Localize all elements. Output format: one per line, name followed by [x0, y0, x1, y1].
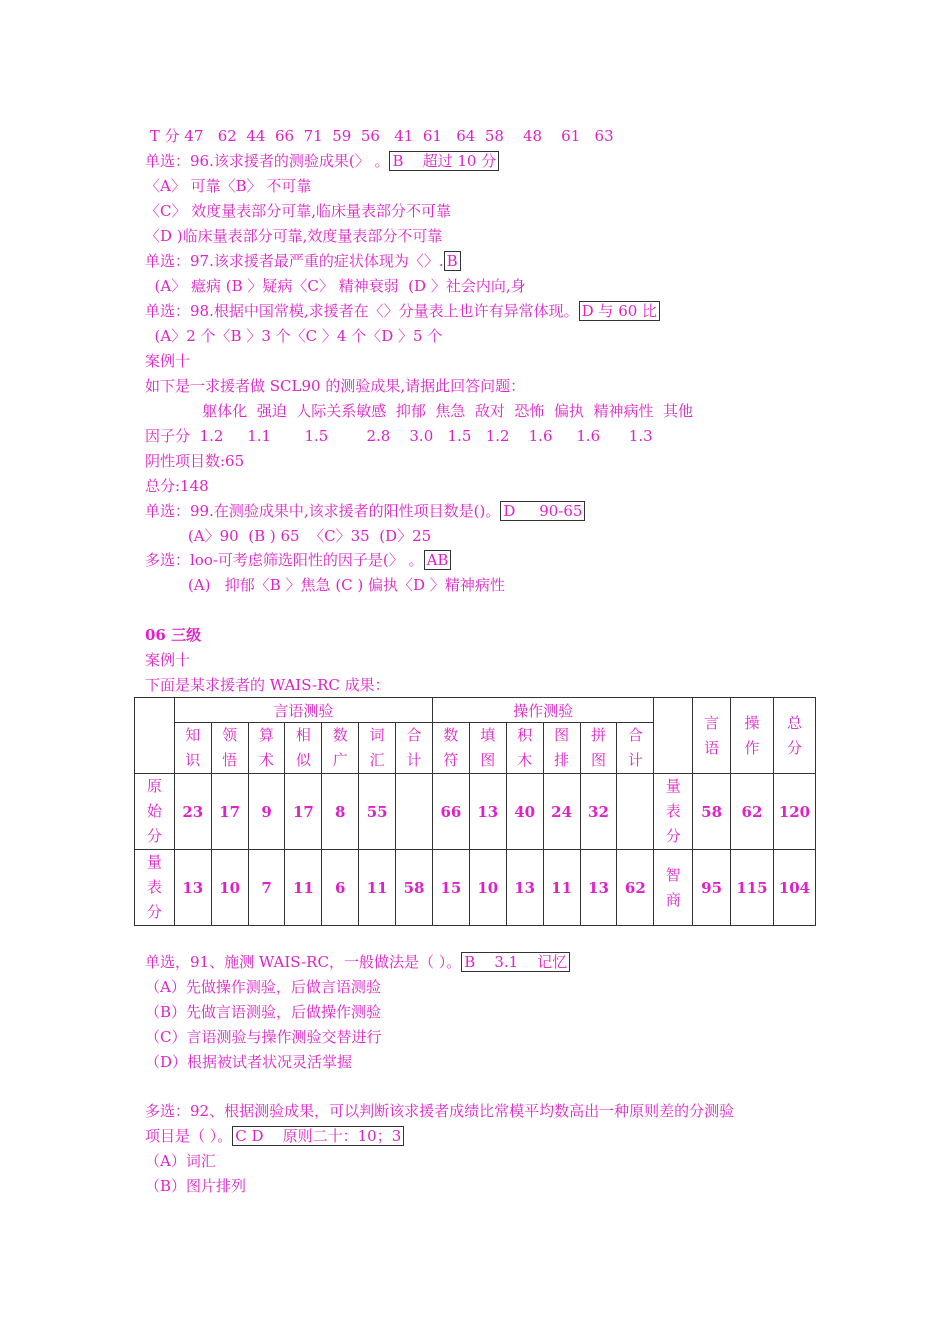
raw-score-cell: 40: [506, 774, 543, 850]
option-line: （B）先做言语测验，后做操作测验: [145, 1003, 382, 1021]
raw-score-cell: 13: [469, 774, 506, 850]
raw-score-cell: 32: [580, 774, 617, 850]
answer-box: D 90-65: [500, 501, 585, 521]
row-label-raw: 原 始 分: [135, 774, 175, 850]
verbal-col-header: 领 悟: [211, 723, 248, 774]
summary-cell: 120: [773, 774, 815, 850]
scaled-score-cell: 10: [469, 850, 506, 926]
perf-col-header: 图 排: [543, 723, 580, 774]
question-99: [145, 501, 585, 521]
perf-col-header: 合 计: [617, 723, 654, 774]
perf-col-header: 拼 图: [580, 723, 617, 774]
answer-box: B 超过 10 分: [389, 151, 499, 171]
summary-row-label: 量 表 分: [654, 774, 693, 850]
scaled-score-cell: 10: [211, 850, 248, 926]
option-line: （A）先做操作测验，后做言语测验: [145, 978, 381, 996]
scl-intro: 如下是一求援者做 SCL90 的测验成果,请据此回答问题：: [145, 377, 526, 395]
question-92-line1: 多选：92、根据测验成果，可以判断该求援者成绩比常模平均数高出一种原则差的分测验: [145, 1102, 735, 1120]
option-line: （D）根据被试者状况灵活掌握: [145, 1053, 353, 1071]
raw-score-cell: [396, 774, 433, 850]
negative-item-count: 阴性项目数:65: [145, 452, 245, 470]
scl-factor-scores: 因子分 1.2 1.1 1.5 2.8 3.0 1.5 1.2 1.6 1.6 1.3: [145, 427, 653, 445]
option-line: (A〉90 (B ) 65 〈C〉35 (D〉25: [145, 527, 432, 545]
summary-cell: 95: [693, 850, 731, 926]
wais-intro: 下面是某求援者的 WAIS-RC 成果：: [145, 676, 390, 694]
section-title: 06 三级: [145, 626, 202, 644]
raw-score-cell: 9: [248, 774, 285, 850]
perf-col-header: 填 图: [469, 723, 506, 774]
scl-factor-names: 躯体化 强迫 人际关系敏感 抑郁 焦急 敌对 恐怖 偏执 精神病性 其他: [145, 402, 694, 420]
question-text: 多选：loo-可考虑筛选阳性的因子是(〉 。: [145, 551, 424, 569]
option-line: 〈A〉 可靠〈B〉 不可靠: [145, 177, 312, 195]
summary-cell: 104: [773, 850, 815, 926]
summary-col-header: 操 作: [731, 698, 774, 774]
corner-cell: [135, 698, 175, 774]
scaled-score-cell: 7: [248, 850, 285, 926]
answer-box: D 与 60 比: [579, 301, 660, 321]
perf-col-header: 积 木: [506, 723, 543, 774]
question-98: [145, 301, 660, 321]
scaled-score-cell: 58: [396, 850, 433, 926]
question-100: [145, 550, 451, 570]
question-text: 单选：97.该求援者最严重的症状体现为〈〉.: [145, 252, 444, 270]
raw-score-cell: 17: [211, 774, 248, 850]
verbal-col-header: 词 汇: [359, 723, 396, 774]
option-line: （B）图片排列: [145, 1177, 247, 1195]
summary-row-label: 智 商: [654, 850, 693, 926]
question-97: [145, 251, 461, 271]
total-score: 总分:148: [145, 477, 209, 495]
summary-cell: 58: [693, 774, 731, 850]
scaled-score-cell: 13: [580, 850, 617, 926]
raw-score-cell: 23: [174, 774, 211, 850]
raw-score-cell: 24: [543, 774, 580, 850]
option-line: (A) 抑郁〈B 〉焦急 (C ) 偏执〈D 〉精神病性: [145, 576, 505, 594]
row-label-scaled: 量 表 分: [135, 850, 175, 926]
scaled-score-cell: 11: [359, 850, 396, 926]
answer-box: B 3.1 记忆: [461, 952, 570, 972]
question-text: 项目是（ ）。: [145, 1127, 233, 1145]
verbal-col-header: 数 广: [322, 723, 359, 774]
option-line: （C）言语测验与操作测验交替进行: [145, 1028, 382, 1046]
scaled-score-cell: 13: [506, 850, 543, 926]
scaled-score-cell: 11: [543, 850, 580, 926]
verbal-col-header: 算 术: [248, 723, 285, 774]
option-line: （A）词汇: [145, 1152, 216, 1170]
answer-box: AB: [424, 550, 452, 570]
summary-col-header: 总 分: [773, 698, 815, 774]
verbal-col-header: 合 计: [396, 723, 433, 774]
wais-score-table: [134, 697, 816, 926]
verbal-col-header: 知 识: [174, 723, 211, 774]
raw-score-cell: 17: [285, 774, 322, 850]
scaled-score-cell: 6: [322, 850, 359, 926]
case-title: 案例十: [145, 352, 191, 370]
option-line: 〈D )临床量表部分可靠,效度量表部分不可靠: [145, 227, 443, 245]
question-text: 单选：98.根据中国常模,求援者在〈〉分量表上也许有异常体现。: [145, 302, 579, 320]
scaled-score-cell: 13: [174, 850, 211, 926]
option-line: (A〉2 个〈B 〉3 个〈C 〉4 个〈D 〉5 个: [145, 327, 443, 345]
t-score-line: T 分 47 62 44 66 71 59 56 41 61 64 58 48 61 63: [145, 127, 614, 145]
summary-cell: 115: [731, 850, 774, 926]
verbal-col-header: 相 似: [285, 723, 322, 774]
summary-col-header: 言 语: [693, 698, 731, 774]
question-92-line2: [145, 1126, 404, 1146]
option-line: (A〉 癔病 (B 〉疑病〈C〉 精神衰弱 (D 〉社会内向,身: [145, 277, 526, 295]
question-text: 单选：99.在测验成果中,该求援者的阳性项目数是()。: [145, 502, 501, 520]
option-line: 〈C〉 效度量表部分可靠,临床量表部分不可靠: [145, 202, 452, 220]
question-96: [145, 151, 499, 171]
raw-score-cell: 55: [359, 774, 396, 850]
perf-col-header: 数 符: [432, 723, 469, 774]
scaled-score-cell: 11: [285, 850, 322, 926]
raw-score-cell: 66: [432, 774, 469, 850]
summary-cell: 62: [731, 774, 774, 850]
scaled-score-cell: 62: [617, 850, 654, 926]
answer-box: B: [444, 251, 461, 271]
verbal-header: 言语测验: [174, 698, 432, 723]
question-text: 单选：96.该求援者的测验成果(〉 。: [145, 152, 390, 170]
scaled-score-cell: 15: [432, 850, 469, 926]
raw-score-cell: [617, 774, 654, 850]
answer-box: C D 原则二十：10；3: [232, 1126, 404, 1146]
question-text: 单选，91、施测 WAIS-RC，一般做法是（ ）。: [145, 953, 462, 971]
question-91: [145, 952, 570, 972]
case-title: 案例十: [145, 651, 191, 669]
performance-header: 操作测验: [432, 698, 653, 723]
raw-score-cell: 8: [322, 774, 359, 850]
summary-corner: [654, 698, 693, 774]
